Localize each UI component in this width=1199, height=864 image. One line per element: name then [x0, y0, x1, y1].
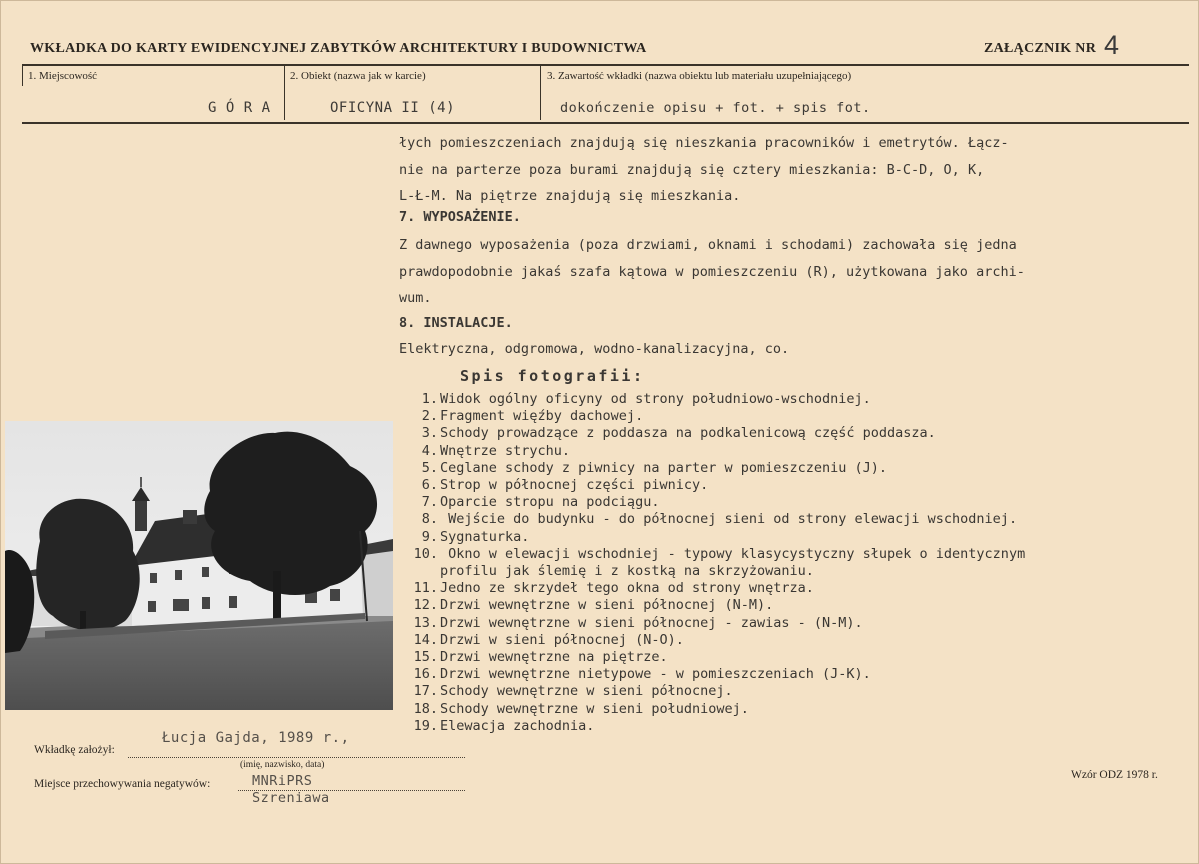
photo-list	[398, 391, 1025, 735]
item-text: Schody wewnętrzne w sieni południowej.	[440, 700, 749, 717]
item-text: Strop w północnej części piwnicy.	[440, 477, 709, 494]
header-divider-1	[284, 64, 285, 120]
negatives-value-2: Szreniawa	[252, 790, 330, 806]
photo-list-item	[398, 615, 1025, 632]
photo-list-item	[398, 460, 1025, 477]
section-7-title: 7. WYPOSAŻENIE.	[399, 209, 521, 225]
item-text: Ceglane schody z piwnicy na parter w pomieszczeniu (J).	[440, 459, 888, 476]
author-label: Wkładkę założył:	[34, 744, 115, 756]
photo-list-item	[398, 425, 1025, 442]
item-number: 18.	[413, 700, 438, 717]
item-text: Oparcie stropu na podciągu.	[440, 494, 660, 511]
item-text: Drzwi wewnętrzne nietypowe - w pomieszczeniach (J-K).	[440, 666, 871, 683]
item-text: Jedno ze skrzydeł tego okna od strony wnętrza.	[440, 580, 814, 597]
attachment-number: 4	[1104, 30, 1120, 60]
item-number: 4.	[421, 442, 438, 459]
header-divider-2	[540, 64, 541, 120]
photo-list-item	[398, 632, 1025, 649]
negatives-value-1: MNRiPRS	[252, 773, 313, 789]
item-text: Wejście do budynku - do północnej sieni od strony elewacji wschodniej.	[440, 511, 1018, 528]
item-text: Elewacja zachodnia.	[440, 717, 595, 734]
photo-list-item	[398, 597, 1025, 614]
item-number: 11.	[413, 580, 438, 597]
photo-list-item	[398, 391, 1025, 408]
object-value: OFICYNA II (4)	[330, 100, 456, 116]
photo-list-item	[398, 666, 1025, 683]
item-number: 8.	[421, 511, 438, 528]
photo-list-item	[398, 408, 1025, 425]
photo-list-item	[398, 511, 1025, 528]
item-number: 7.	[421, 494, 438, 511]
intro-line: łych pomieszczeniach znajdują się nieszkania pracowników i emetrytów. Łącz-	[399, 135, 1009, 151]
section-7-line: Z dawnego wyposażenia (poza drzwiami, oknami i schodami) zachowała się jedna	[399, 237, 1017, 253]
photo-list-item	[398, 546, 1025, 563]
item-text: Drzwi wewnętrzne w sieni północnej (N-M).	[440, 597, 774, 614]
photo-list-item	[398, 477, 1025, 494]
building-photograph	[5, 421, 393, 710]
item-text: Schody wewnętrzne w sieni północnej.	[440, 683, 733, 700]
item-number: 13.	[413, 614, 438, 631]
header-rule-bottom	[22, 122, 1189, 124]
photo-list-item	[398, 718, 1025, 735]
photo-list-item	[398, 683, 1025, 700]
item-number: 10.	[413, 545, 438, 562]
photo-list-item	[398, 443, 1025, 460]
item-number: 17.	[413, 683, 438, 700]
photo-list-item-continuation: profilu jak ślemię i z kostką na skrzyżowaniu.	[440, 563, 814, 580]
photo-list-item	[398, 494, 1025, 511]
photo-list-item	[398, 580, 1025, 597]
item-number: 1.	[421, 391, 438, 407]
form-title: WKŁADKA DO KARTY EWIDENCYJNEJ ZABYTKÓW ARCHITEKTURY I BUDOWNICTWA	[30, 41, 647, 56]
photo-list-item	[398, 701, 1025, 718]
author-value: Łucja Gajda, 1989 r.,	[162, 730, 350, 746]
item-number: 5.	[421, 459, 438, 476]
attachment-label: ZAŁĄCZNIK NR	[984, 41, 1097, 56]
item-number: 9.	[421, 528, 438, 545]
place-label: 1. Miejscowość	[28, 70, 98, 82]
form-code: Wzór ODZ 1978 r.	[1071, 769, 1158, 781]
item-text: Drzwi w sieni północnej (N-O).	[440, 631, 684, 648]
intro-line: L-Ł-M. Na piętrze znajdują się mieszkania.	[399, 188, 741, 204]
item-number: 6.	[421, 477, 438, 494]
item-text: Schody prowadzące z poddasza na podkalenicową część poddasza.	[440, 425, 936, 442]
item-number: 12.	[413, 597, 438, 614]
photo-list-title: Spis fotografii:	[460, 367, 645, 385]
header-rule-top	[22, 64, 1189, 66]
item-text: Okno w elewacji wschodniej - typowy klasycystyczny słupek o identycznym	[440, 545, 1026, 562]
negatives-label: Miejsce przechowywania negatywów:	[34, 778, 211, 790]
item-number: 2.	[421, 408, 438, 425]
section-8-title: 8. INSTALACJE.	[399, 315, 513, 331]
contents-label: 3. Zawartość wkładki (nazwa obiektu lub materiału uzupełniającego)	[547, 70, 852, 82]
item-text: Fragment więźby dachowej.	[440, 408, 644, 425]
item-number: 16.	[413, 666, 438, 683]
section-8-text: Elektryczna, odgromowa, wodno-kanalizacyjna, co.	[399, 341, 790, 357]
photo-list-item	[398, 649, 1025, 666]
author-hint: (imię, nazwisko, data)	[240, 760, 325, 770]
item-number: 15.	[413, 649, 438, 666]
section-7-line: wum.	[399, 290, 432, 306]
photo-list-item	[398, 529, 1025, 546]
header-tick-left	[22, 64, 23, 86]
section-7-text	[399, 232, 1025, 312]
description-intro	[399, 130, 1009, 210]
author-dotted-line	[128, 757, 465, 758]
item-number: 19.	[413, 717, 438, 734]
item-number: 14.	[413, 631, 438, 648]
item-text: Wnętrze strychu.	[440, 442, 571, 459]
object-label: 2. Obiekt (nazwa jak w karcie)	[290, 70, 426, 82]
item-text: Drzwi wewnętrzne na piętrze.	[440, 649, 668, 666]
item-text: Sygnaturka.	[440, 528, 530, 545]
item-number: 3.	[421, 425, 438, 442]
place-value: G Ó R A	[208, 100, 271, 116]
item-text: Widok ogólny oficyny od strony południowo-wschodniej.	[440, 391, 871, 407]
contents-value: dokończenie opisu + fot. + spis fot.	[560, 100, 871, 116]
item-text: Drzwi wewnętrzne w sieni północnej - zawias - (N-M).	[440, 614, 863, 631]
intro-line: nie na parterze poza burami znajdują się cztery mieszkania: B-C-D, O, K,	[399, 161, 985, 178]
section-7-line: prawdopodobnie jakaś szafa kątowa w pomieszczeniu (R), użytkowana jako archi-	[399, 263, 1025, 280]
